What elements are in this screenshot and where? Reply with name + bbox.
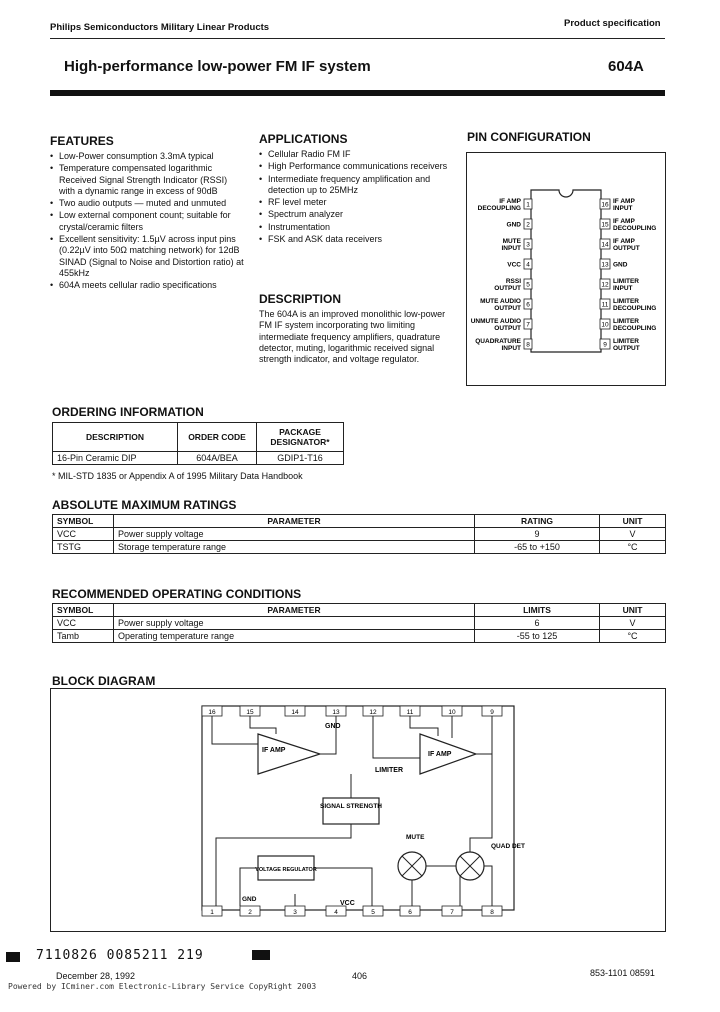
abs-max-heading: ABSOLUTE MAXIMUM RATINGS: [52, 498, 237, 512]
wire: [373, 716, 420, 758]
pin-number: 8: [526, 341, 530, 349]
table-header: RATING: [475, 515, 600, 528]
description-text: The 604A is an improved monolithic low-power FM IF system incorporating two limiting intermediate frequency amplifiers, quadrature detector, muting, logarithmic received signal strength indicator, and voltage regulator.: [259, 309, 446, 365]
features-list: [50, 151, 245, 292]
wire: [216, 824, 351, 906]
list-item: • Low-Power consumption 3.3mA typical: [50, 151, 245, 162]
wire: [212, 716, 258, 744]
footer-doc-number: 853-1101 08591: [590, 968, 655, 978]
ordering-heading: ORDERING INFORMATION: [52, 405, 204, 419]
table-header: PARAMETER: [114, 515, 475, 528]
pin-number: 7: [526, 321, 530, 329]
table-cell: 9: [475, 528, 600, 541]
pin-label: GND: [613, 261, 628, 269]
abs-max-section: [52, 498, 236, 512]
table-cell: 604A/BEA: [178, 452, 257, 465]
table-header: DESCRIPTION: [53, 423, 178, 452]
if-amp-2-label: IF AMP: [428, 751, 452, 758]
pin-number: 12: [601, 281, 609, 289]
pin-label: LIMITER: [613, 278, 639, 285]
pin-number: 4: [526, 261, 530, 269]
wire: [476, 716, 492, 754]
table-cell: Storage temperature range: [114, 541, 475, 554]
table-header: SYMBOL: [53, 604, 114, 617]
top-pin-number: 15: [246, 709, 254, 716]
pin-label: QUADRATURE: [475, 338, 521, 345]
top-pin-number: 9: [490, 709, 494, 716]
gnd-bottom-label: GND: [242, 896, 257, 903]
header-doc-type: Product specification: [564, 18, 661, 29]
table-header-row: [53, 423, 344, 452]
signal-strength-label: SIGNAL STRENGTH: [320, 803, 382, 810]
table-cell: Power supply voltage: [114, 617, 475, 630]
pin-label: OUTPUT: [613, 345, 640, 352]
signal-strength-block: [323, 798, 379, 824]
applications-list: [259, 149, 449, 245]
table-cell: Power supply voltage: [114, 528, 475, 541]
bottom-pin-number: 5: [371, 909, 375, 916]
table-cell: V: [600, 528, 666, 541]
pin-label: IF AMP: [613, 238, 635, 245]
table-header: UNIT: [600, 515, 666, 528]
pin-number: 14: [601, 241, 609, 249]
block-diagram: [50, 688, 666, 932]
powered-by: Powered by ICminer.com Electronic-Library Service CopyRight 2003: [8, 982, 317, 991]
pin-label: INPUT: [501, 345, 521, 352]
table-row: [53, 617, 666, 630]
table-row: [53, 452, 344, 465]
table-cell: °C: [600, 541, 666, 554]
ordering-table: [52, 422, 344, 465]
pin-number: 13: [601, 261, 609, 269]
list-item: • Temperature compensated logarithmic Received Signal Strength Indicator (RSSI) with a dynamic range in excess of 90dB: [50, 163, 245, 197]
wire: [410, 716, 438, 736]
ordering-note: * MIL-STD 1835 or Appendix A of 1995 Military Data Handbook: [52, 471, 303, 481]
wire: [470, 754, 492, 852]
pin-label: IF AMP: [613, 198, 635, 205]
part-number: 604A: [608, 58, 644, 75]
dip-package: [531, 190, 601, 352]
footer-date: December 28, 1992: [56, 971, 136, 981]
list-item: • Instrumentation: [259, 222, 449, 233]
pin-label: OUTPUT: [494, 285, 521, 292]
table-header-row: [53, 515, 666, 528]
list-item: • Two audio outputs — muted and unmuted: [50, 198, 245, 209]
bottom-pin-number: 2: [248, 909, 252, 916]
top-pin-number: 13: [332, 709, 340, 716]
pin-label: INPUT: [613, 285, 633, 292]
applications-heading: APPLICATIONS: [259, 132, 348, 146]
table-header: ORDER CODE: [178, 423, 257, 452]
pin-number: 10: [601, 321, 609, 329]
wire: [250, 716, 276, 734]
list-item: • RF level meter: [259, 197, 449, 208]
pin-label: DECOUPLING: [613, 225, 657, 232]
list-item: • Cellular Radio FM IF: [259, 149, 449, 160]
bottom-pin-number: 4: [334, 909, 338, 916]
pin-label: MUTE AUDIO: [480, 298, 521, 305]
bottom-pin-number: 7: [450, 909, 454, 916]
list-item: • Spectrum analyzer: [259, 209, 449, 220]
header-rule: [50, 38, 665, 39]
table-cell: °C: [600, 630, 666, 643]
pin-label: DECOUPLING: [477, 205, 521, 212]
document-code: 7110826 0085211 219: [36, 948, 204, 963]
gnd-top-label: GND: [325, 723, 341, 730]
pin-label: RSSI: [505, 278, 521, 285]
limiter-label: LIMITER: [375, 767, 403, 774]
top-pin-number: 16: [208, 709, 216, 716]
table-cell: Tamb: [53, 630, 114, 643]
table-cell: VCC: [53, 617, 114, 630]
table-cell: 6: [475, 617, 600, 630]
rec-op-section: [52, 587, 301, 601]
table-row: [53, 541, 666, 554]
table-header: PARAMETER: [114, 604, 475, 617]
features-section: [50, 134, 245, 293]
table-cell: TSTG: [53, 541, 114, 554]
list-item: • Low external component count; suitable for crystal/ceramic filters: [50, 210, 245, 233]
pin-label: OUTPUT: [494, 325, 521, 332]
barcode-block-right: [252, 950, 270, 960]
table-cell: GDIP1-T16: [257, 452, 344, 465]
table-header: UNIT: [600, 604, 666, 617]
pin-label: LIMITER: [613, 298, 639, 305]
header-company: Philips Semiconductors Military Linear Products: [50, 22, 270, 33]
footer-page: 406: [352, 971, 368, 981]
description-section: [259, 292, 449, 365]
pin-number: 2: [526, 221, 530, 229]
table-row: [53, 528, 666, 541]
bottom-pin-number: 1: [210, 909, 214, 916]
table-row: [53, 630, 666, 643]
pin-config-heading: [467, 130, 591, 144]
pin-config-title: PIN CONFIGURATION: [467, 130, 591, 144]
voltage-regulator-label: VOLTAGE REGULATOR: [255, 867, 317, 873]
page-title: High-performance low-power FM IF system: [64, 58, 371, 75]
list-item: • FSK and ASK data receivers: [259, 234, 449, 245]
mute-label: MUTE: [406, 834, 425, 841]
barcode-block-left: [6, 952, 20, 962]
rec-op-table: [52, 603, 666, 643]
dip-outline: [531, 190, 601, 352]
vcc-label: VCC: [340, 900, 355, 907]
pin-label: OUTPUT: [494, 305, 521, 312]
pin-number: 6: [526, 301, 530, 309]
top-pin-number: 12: [369, 709, 377, 716]
table-header: LIMITS: [475, 604, 600, 617]
table-cell: 16-Pin Ceramic DIP: [53, 452, 178, 465]
pin-label: LIMITER: [613, 338, 639, 345]
wire: [484, 866, 492, 906]
table-cell: Operating temperature range: [114, 630, 475, 643]
pin-label: UNMUTE AUDIO: [470, 318, 521, 325]
pin-number: 15: [601, 221, 609, 229]
bottom-pin-number: 3: [293, 909, 297, 916]
list-item: • High Performance communications receivers: [259, 161, 449, 172]
quad-det-label: QUAD DET: [491, 843, 525, 850]
pin-label: MUTE: [502, 238, 521, 245]
description-heading: DESCRIPTION: [259, 292, 342, 306]
pin-config-diagram: [466, 152, 666, 386]
table-cell: V: [600, 617, 666, 630]
table-cell: -65 to +150: [475, 541, 600, 554]
pin-label: GND: [506, 221, 521, 229]
applications-section: [259, 132, 449, 246]
pin-number: 1: [526, 201, 530, 209]
title-rule: [50, 90, 665, 96]
top-pin-number: 14: [291, 709, 299, 716]
if-amp-1-label: IF AMP: [262, 747, 286, 754]
table-header: PACKAGE DESIGNATOR*: [257, 423, 344, 452]
pin-label: INPUT: [501, 245, 521, 252]
block-diagram-frame: [51, 689, 666, 932]
top-pin-number: 11: [406, 709, 414, 716]
pin-label: DECOUPLING: [613, 305, 657, 312]
pin-number: 11: [601, 301, 609, 309]
list-item: • Excellent sensitivity: 1.5µV across input pins (0.22µV into 50Ω matching network) for 12dB SINAD (Signal to Noise and Distortion ratio) at 455kHz: [50, 234, 245, 279]
wire: [320, 716, 336, 754]
block-diagram-section: [52, 674, 155, 688]
pin-label: LIMITER: [613, 318, 639, 325]
list-item: • 604A meets cellular radio specifications: [50, 280, 245, 291]
features-heading: FEATURES: [50, 134, 114, 148]
top-pin-number: 10: [448, 709, 456, 716]
pin-label: VCC: [507, 261, 521, 269]
pin-label: IF AMP: [613, 218, 635, 225]
pin-label: IF AMP: [499, 198, 521, 205]
bottom-pin-number: 6: [408, 909, 412, 916]
pin-number: 9: [603, 341, 607, 349]
ordering-section: [52, 405, 204, 419]
block-diagram-heading: BLOCK DIAGRAM: [52, 674, 156, 688]
abs-max-table: [52, 514, 666, 554]
list-item: • Intermediate frequency amplification and detection up to 25MHz: [259, 174, 449, 197]
pin-number: 5: [526, 281, 530, 289]
table-header: SYMBOL: [53, 515, 114, 528]
pin-label: OUTPUT: [613, 245, 640, 252]
pin-number: 3: [526, 241, 530, 249]
table-cell: -55 to 125: [475, 630, 600, 643]
pin-label: INPUT: [613, 205, 633, 212]
table-cell: VCC: [53, 528, 114, 541]
table-header-row: [53, 604, 666, 617]
pin-label: DECOUPLING: [613, 325, 657, 332]
pin-number: 16: [601, 201, 609, 209]
bottom-pin-number: 8: [490, 909, 494, 916]
rec-op-heading: RECOMMENDED OPERATING CONDITIONS: [52, 587, 302, 601]
if-amp-1-symbol: [258, 734, 320, 774]
